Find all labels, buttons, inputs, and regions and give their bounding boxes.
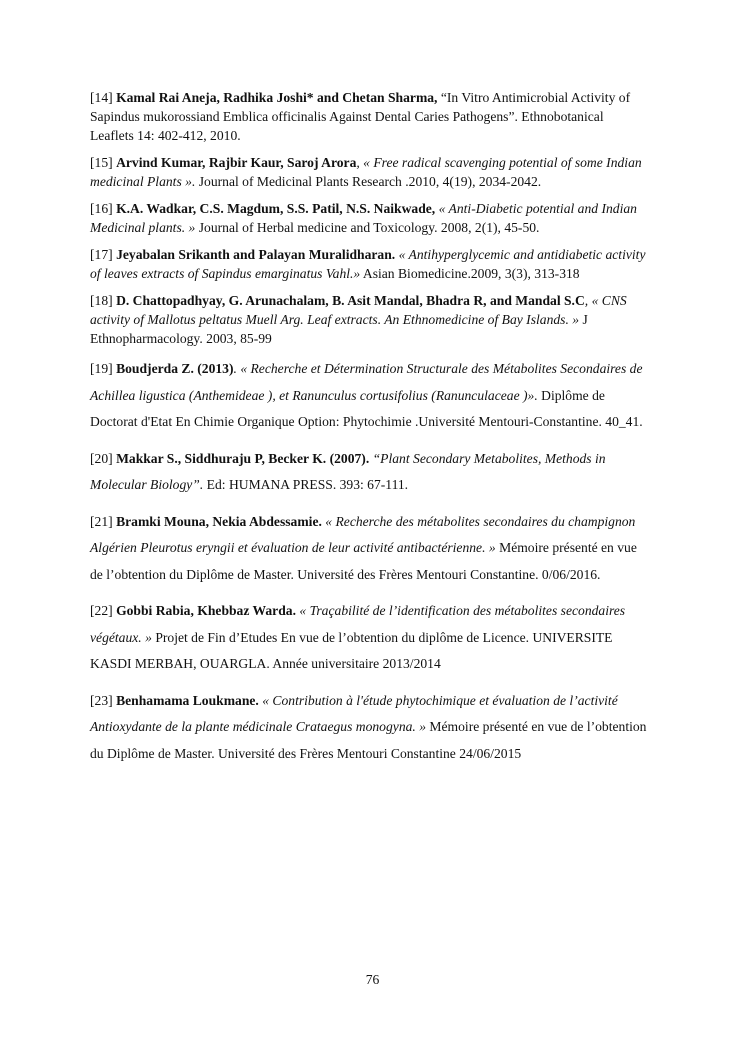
- reference-authors: K.A. Wadkar, C.S. Magdum, S.S. Patil, N.S. Naikwade,: [116, 201, 436, 216]
- reference-source: Ethnobotanical Leaflets 14: 402-412, 2010.: [90, 109, 604, 143]
- reference-list: [90, 88, 650, 777]
- reference-number: [20]: [90, 450, 113, 466]
- reference-number: [14]: [90, 90, 113, 105]
- reference-number: [23]: [90, 692, 113, 708]
- reference-source: Mémoire présenté en vue de l’obtention du Diplôme de Master. Université des Frères Mentouri Constantine 24/06/2015: [90, 719, 647, 761]
- reference-title: « Recherche des métabolites secondaires du champignon Algérien Pleurotus eryngii et évaluation de leur activité antibactérienne. »: [90, 513, 636, 555]
- reference-number: [19]: [90, 361, 113, 376]
- reference-source: Asian Biomedicine.2009, 3(3), 313-318: [362, 266, 580, 281]
- reference-source: Mémoire présenté en vue de l’obtention du Diplôme de Master. Université des Frères Mentouri Constantine. 0/06/2016.: [90, 540, 637, 582]
- reference-number: [16]: [90, 201, 113, 216]
- reference-authors: Arvind Kumar, Rajbir Kaur, Saroj Arora: [116, 155, 357, 170]
- reference-source: Journal of Medicinal Plants Research .2010, 4(19), 2034-2042.: [198, 174, 542, 189]
- reference-number: [21]: [90, 513, 113, 529]
- reference-title: « Antihyperglycemic and antidiabetic activity of leaves extracts of Sapindus emarginatus Vahl.»: [90, 247, 646, 281]
- reference-authors: D. Chattopadhyay, G. Arunachalam, B. Asit Mandal, Bhadra R, and Mandal S.C: [116, 293, 585, 308]
- reference-number: [17]: [90, 247, 113, 262]
- reference-source: Projet de Fin d’Etudes En vue de l’obtention du diplôme de Licence. UNIVERSITE KASDI MERBAH, OUARGLA. Année universitaire 2013/2014: [90, 629, 613, 671]
- reference-source: J Ethnopharmacology. 2003, 85-99: [90, 312, 588, 346]
- reference-title: « Contribution à l'étude phytochimique et évaluation de l’activité Antioxydante de la plante médicinale Crataegus monogyna. »: [90, 692, 618, 734]
- reference-authors: Benhamama Loukmane.: [116, 692, 259, 708]
- reference-item-16: [90, 199, 650, 237]
- page-number: 76: [365, 972, 380, 987]
- reference-item-15: [90, 153, 650, 191]
- reference-authors: Jeyabalan Srikanth and Palayan Muralidharan.: [116, 247, 396, 262]
- reference-item-21: [90, 509, 650, 589]
- reference-item-23: [90, 688, 650, 768]
- reference-item-17: [90, 245, 650, 283]
- reference-item-22: [90, 598, 650, 678]
- reference-authors: Boudjerda Z. (2013): [116, 361, 234, 376]
- reference-item-18: [90, 291, 650, 348]
- reference-title: , « CNS activity of Mallotus peltatus Muell Arg. Leaf extracts. An Ethnomedicine of Bay Islands. »: [90, 293, 627, 327]
- reference-title: « Traçabilité de l’identification des métabolites secondaires végétaux. »: [90, 603, 626, 645]
- reference-number: [15]: [90, 155, 113, 170]
- reference-item-19: [90, 356, 650, 436]
- reference-source: Journal of Herbal medicine and Toxicology. 2008, 2(1), 45-50.: [198, 220, 540, 235]
- reference-authors: Bramki Mouna, Nekia Abdessamie.: [116, 513, 322, 529]
- reference-source: Diplôme de Doctorat d'Etat En Chimie Organique Option: Phytochimie .Université Mentouri-Constantine. 40_41.: [90, 387, 643, 429]
- reference-item-20: [90, 446, 650, 499]
- reference-title: “Plant Secondary Metabolites, Methods in Molecular Biology”.: [90, 450, 606, 492]
- reference-number: [22]: [90, 603, 113, 618]
- reference-title: . « Recherche et Détermination Structurale des Métabolites Secondaires de Achillea ligustica (Anthemideae ), et Ranunculus cortusifolius (Ranunculaceae )».: [90, 361, 643, 403]
- reference-title: “In Vitro Antimicrobial Activity of Sapindus mukorossiand Emblica officinalis Against Dental Caries Pathogens”.: [90, 90, 631, 124]
- reference-source: Ed: HUMANA PRESS. 393: 67-111.: [206, 477, 409, 492]
- reference-title: « Anti-Diabetic potential and Indian Medicinal plants. »: [90, 201, 637, 235]
- reference-number: [18]: [90, 293, 113, 308]
- reference-authors: Kamal Rai Aneja, Radhika Joshi* and Chetan Sharma,: [116, 90, 438, 105]
- reference-authors: Gobbi Rabia, Khebbaz Warda.: [116, 603, 296, 618]
- reference-item-14: [90, 88, 650, 145]
- reference-title: , « Free radical scavenging potential of some Indian medicinal Plants ».: [90, 155, 642, 189]
- reference-authors: Makkar S., Siddhuraju P, Becker K. (2007).: [116, 450, 370, 466]
